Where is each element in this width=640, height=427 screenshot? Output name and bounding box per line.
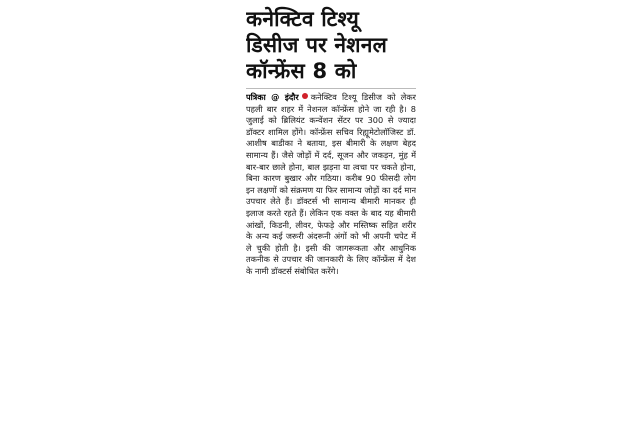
headline-line-2: डिसीज पर नेशनल [246, 33, 388, 57]
headline-line-1: कनेक्टिव टिश्यू [246, 7, 359, 31]
headline-line-3: कॉन्फ्रेंस 8 को [246, 59, 357, 83]
headline-divider [246, 88, 416, 89]
article-text: कनेक्टिव टिश्यू डिसीज को लेकर पहली बार शहर में नेशनल कॉन्फ्रेंस होने जा रही है। 8 जुलाई को ब्रिलियंट कन्वेंशन सेंटर पर 300 से ज्यादा डॉक्टर शामिल होंगे। कॉन्फ्रेंस सचिव रिह्यूमेटोलॉजिस्ट डॉ. आशीष बाडीका ने बताया, इस बीमारी के लक्षण बेहद सामान्य हैं। जैसे जोड़ों में दर्द, सूजन और जकड़न, मुंह में बार-बार छाले होना, बाल झड़ना या त्वचा पर चकते होना, बिना कारण बुखार और गठिया। करीब 90 फीसदी लोग इन लक्षणों को संक्रमण या फिर सामान्य जोड़ों का दर्द मान उपचार लेते हैं। डॉक्टर्स भी सामान्य बीमारी मानकर ही इलाज करते रहते हैं। लेकिन एक वक्त के बाद यह बीमारी आंखों, किडनी, लीवर, फेफड़े और मस्तिष्क सहित शरीर के अन्य कई जरूरी अंदरूनी अंगों को भी अपनी चपेट में ले चुकी होती है। इसी की जागरूकता और आधुनिक तकनीक से उपचार की जानकारी के लिए कॉन्फ्रेंस में देश के नामी डॉक्टर्स संबोधित करेंगे। [246, 92, 416, 276]
dateline: पत्रिका @ इंदौर [246, 92, 299, 102]
news-clipping [246, 6, 416, 424]
red-bullet-icon [302, 93, 308, 99]
headline [246, 6, 416, 84]
article-body [246, 92, 416, 278]
